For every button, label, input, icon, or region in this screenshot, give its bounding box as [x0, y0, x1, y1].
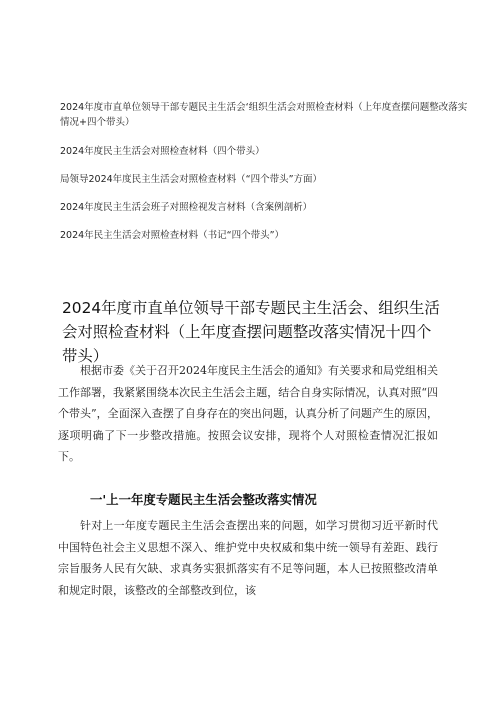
- intro-paragraph: 根据市委《关于召开2024年度民主生活会的通知》有关要求和局党组相关工作部署，我紧紧围绕本次民主生活会主题，结合自身实际情况，认真对照“四个带头”，全面深入查摆了自身存在的突出问题，认真分析了问题产生的原因，逐项明确了下一步整改措施。按照会议安排，现将个人对照检查情况汇报如下。: [58, 364, 438, 463]
- related-documents-list: [60, 100, 480, 243]
- related-document-link[interactable]: 2024年度民主生活会班子对照检视发言材料（含案例剖析）: [60, 202, 313, 213]
- document-title: 2024年度市直单位领导干部专题民主生活会、组织生活会对照检查材料（上年度查摆问题整改落实情况十四个带头）: [62, 299, 440, 365]
- related-document-link[interactable]: 2024年度民主生活会对照检查材料（四个带头）: [60, 146, 265, 157]
- section-heading: 一'上一年度专题民主生活会整改落实情况: [90, 492, 317, 507]
- section-paragraph: 针对上一年度专题民主生活会查摆出来的问题，如学习贯彻习近平新时代中国特色社会主义思想不深入、维护党中央权威和集中统一领导有差距、践行宗旨服务人民有欠缺、求真务实狠抓落实有不足等问题，本人已按照整改清单和规定时限，该整改的全部整改到位，该: [58, 519, 438, 597]
- related-document-link[interactable]: 局领导2024年度民主生活会对照检查材料（“四个带头”方面）: [60, 174, 323, 185]
- related-document-link[interactable]: 2024年民主生活会对照检查材料（书记“四个带头”）: [60, 230, 285, 241]
- related-document-link[interactable]: 2024年度市直单位领导干部专题民主生活会‘组织生活会对照检查材料（上年度查摆问题整改落实情况+四个带头）: [60, 102, 468, 128]
